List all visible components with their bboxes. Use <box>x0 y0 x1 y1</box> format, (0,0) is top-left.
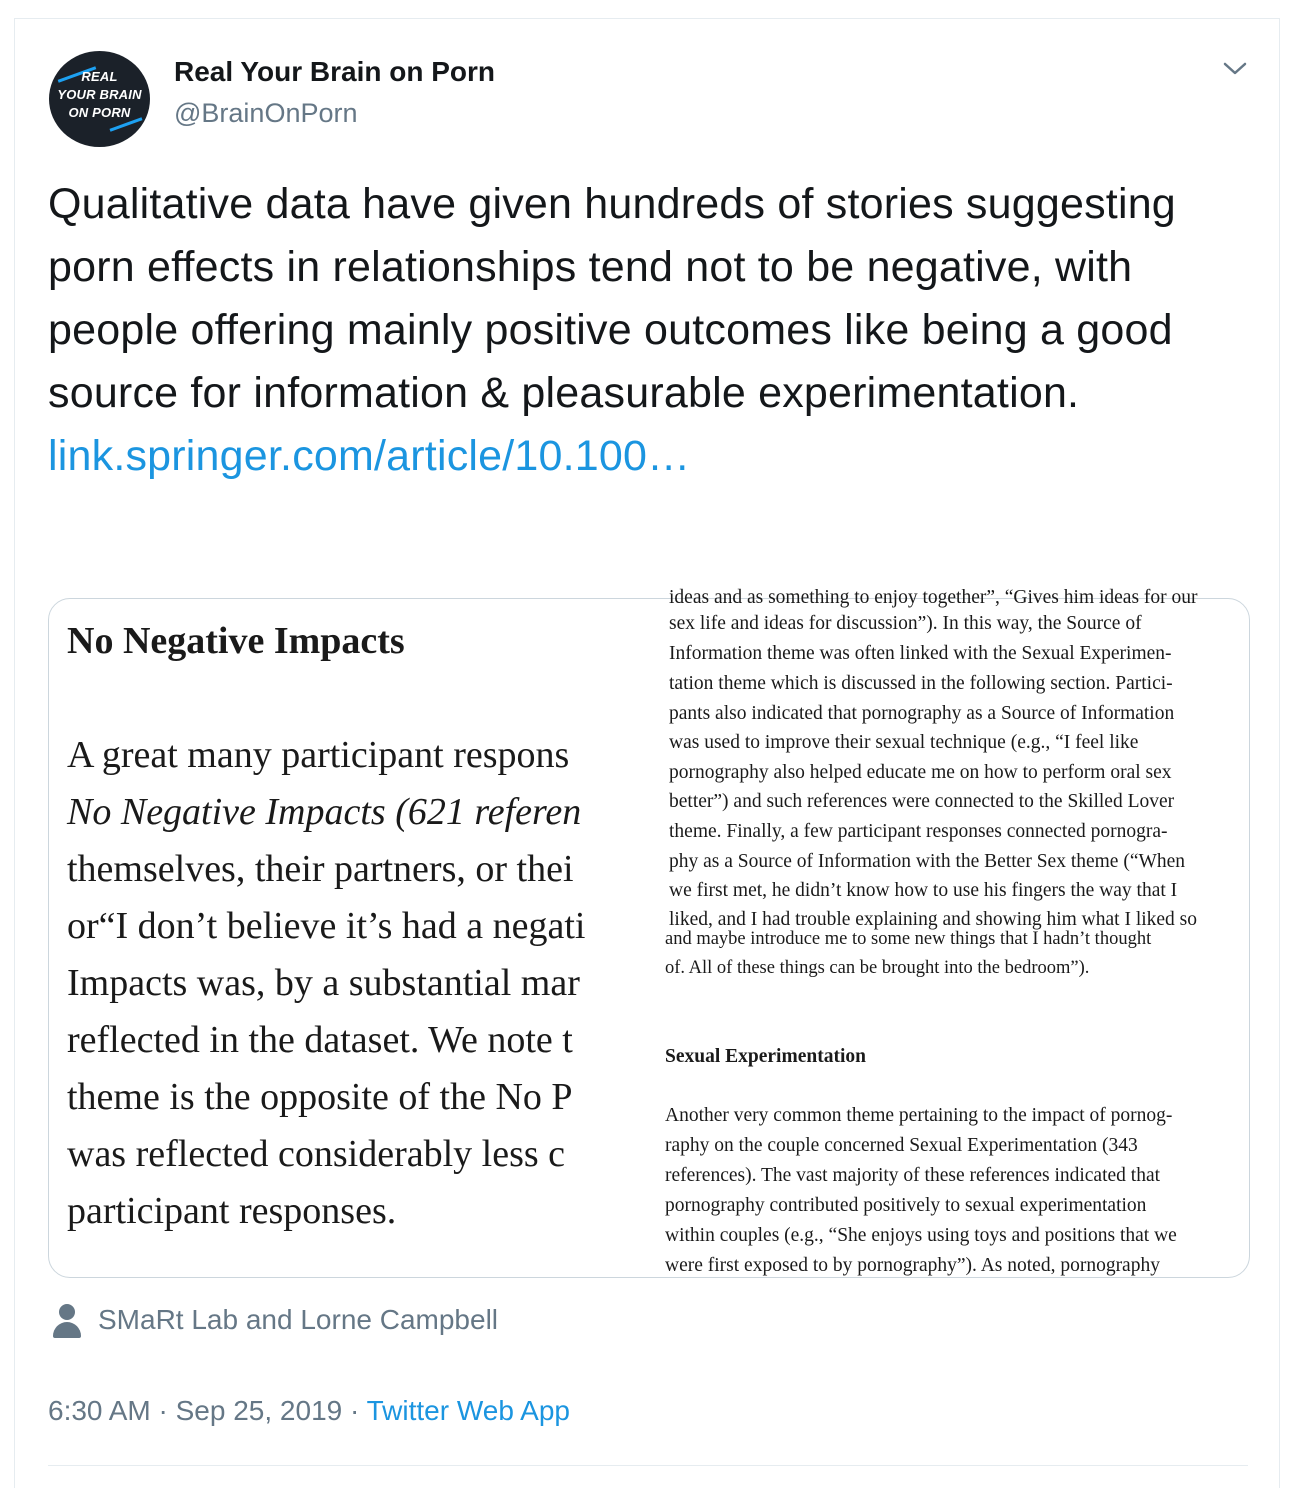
excerpt-line: participant responses. <box>67 1190 397 1232</box>
tweet-image[interactable] <box>48 587 1250 1278</box>
excerpt-line: pornography contributed positively to sexual experimentation <box>665 1195 1147 1216</box>
excerpt-line: theme. Finally, a few participant responses connected pornogra- <box>669 821 1168 842</box>
tweet-text <box>48 173 1248 488</box>
excerpt-line: Information theme was often linked with the Sexual Experimen- <box>669 643 1172 664</box>
excerpt-line: was used to improve their sexual technique (e.g., “I feel like <box>669 732 1139 753</box>
excerpt-line: No Negative Impacts (621 referen <box>67 791 582 833</box>
excerpt-line: or“I don’t believe it’s had a negati <box>67 905 586 947</box>
excerpt-line: pants also indicated that pornography as a Source of Information <box>669 703 1175 724</box>
excerpt-line: pornography also helped educate me on how to perform oral sex <box>669 762 1172 783</box>
avatar-logo-text <box>49 68 150 122</box>
excerpt-line: themselves, their partners, or thei <box>67 848 574 890</box>
avatar-logo-line: REAL <box>81 69 118 84</box>
excerpt-line: were first exposed to by pornography”). As noted, pornography <box>665 1255 1160 1276</box>
person-icon <box>52 1302 82 1338</box>
avatar-logo-line: ON PORN <box>68 105 131 120</box>
excerpt-line: theme is the opposite of the No P <box>67 1076 573 1118</box>
excerpt-line: liked, and I had trouble explaining and showing him what I liked so <box>669 909 1198 930</box>
excerpt-line: reflected in the dataset. We note t <box>67 1019 573 1061</box>
excerpt-line: A great many participant respons <box>67 734 570 776</box>
excerpt-line: and maybe introduce me to some new things that I hadn’t thought <box>665 929 1152 949</box>
display-name[interactable]: Real Your Brain on Porn <box>174 56 496 87</box>
excerpt-line: better”) and such references were connected to the Skilled Lover <box>669 791 1175 812</box>
article-link[interactable]: link.springer.com/article/10.100… <box>48 432 691 480</box>
excerpt-line: ideas and as something to enjoy together”, “Gives him ideas for our <box>669 587 1198 608</box>
excerpt-line: references). The vast majority of these references indicated that <box>665 1165 1161 1186</box>
excerpt-line: of. All of these things can be brought into the bedroom”). <box>665 958 1090 978</box>
attribution-text: SMaRt Lab and Lorne Campbell <box>98 1304 499 1335</box>
excerpt-line: Impacts was, by a substantial mar <box>67 962 580 1004</box>
avatar[interactable] <box>49 51 150 147</box>
excerpt-left <box>49 599 661 1277</box>
excerpt-line: we first met, he didn’t know how to use his fingers the way that I <box>669 880 1178 901</box>
image-attribution[interactable] <box>52 1300 498 1340</box>
tweet-meta <box>48 1395 570 1427</box>
excerpt-line: sex life and ideas for discussion”). In this way, the Source of <box>669 613 1142 634</box>
section-heading: Sexual Experimentation <box>665 1046 866 1067</box>
excerpt-line: Another very common theme pertaining to the impact of pornog- <box>665 1105 1173 1126</box>
excerpt-line: within couples (e.g., “She enjoys using toys and positions that we <box>665 1225 1177 1246</box>
avatar-logo-line: YOUR BRAIN <box>57 87 142 102</box>
excerpt-line: tation theme which is discussed in the following section. Partici- <box>669 673 1173 694</box>
tweet-time[interactable]: 6:30 AM <box>48 1395 151 1426</box>
tweet-body: Qualitative data have given hundreds of stories suggesting porn effects in relationships tend not to be negative, with people offering mainly positive outcomes like being a good source for information & pleasurable experimentation. <box>48 180 1176 417</box>
tweet-date[interactable]: Sep 25, 2019 <box>175 1395 343 1426</box>
meta-separator: · <box>350 1395 360 1426</box>
excerpt-line: phy as a Source of Information with the Better Sex theme (“When <box>669 851 1186 872</box>
tweet-source-link[interactable]: Twitter Web App <box>366 1395 570 1426</box>
excerpt-line: was reflected considerably less c <box>67 1133 566 1175</box>
excerpt-heading: No Negative Impacts <box>67 620 405 662</box>
user-handle[interactable]: @BrainOnPorn <box>174 98 358 128</box>
excerpt-line: raphy on the couple concerned Sexual Experimentation (343 <box>665 1135 1138 1156</box>
excerpt-right <box>661 587 1249 1281</box>
chevron-down-icon[interactable] <box>1222 58 1248 78</box>
meta-separator: · <box>158 1395 168 1426</box>
divider <box>48 1465 1248 1466</box>
